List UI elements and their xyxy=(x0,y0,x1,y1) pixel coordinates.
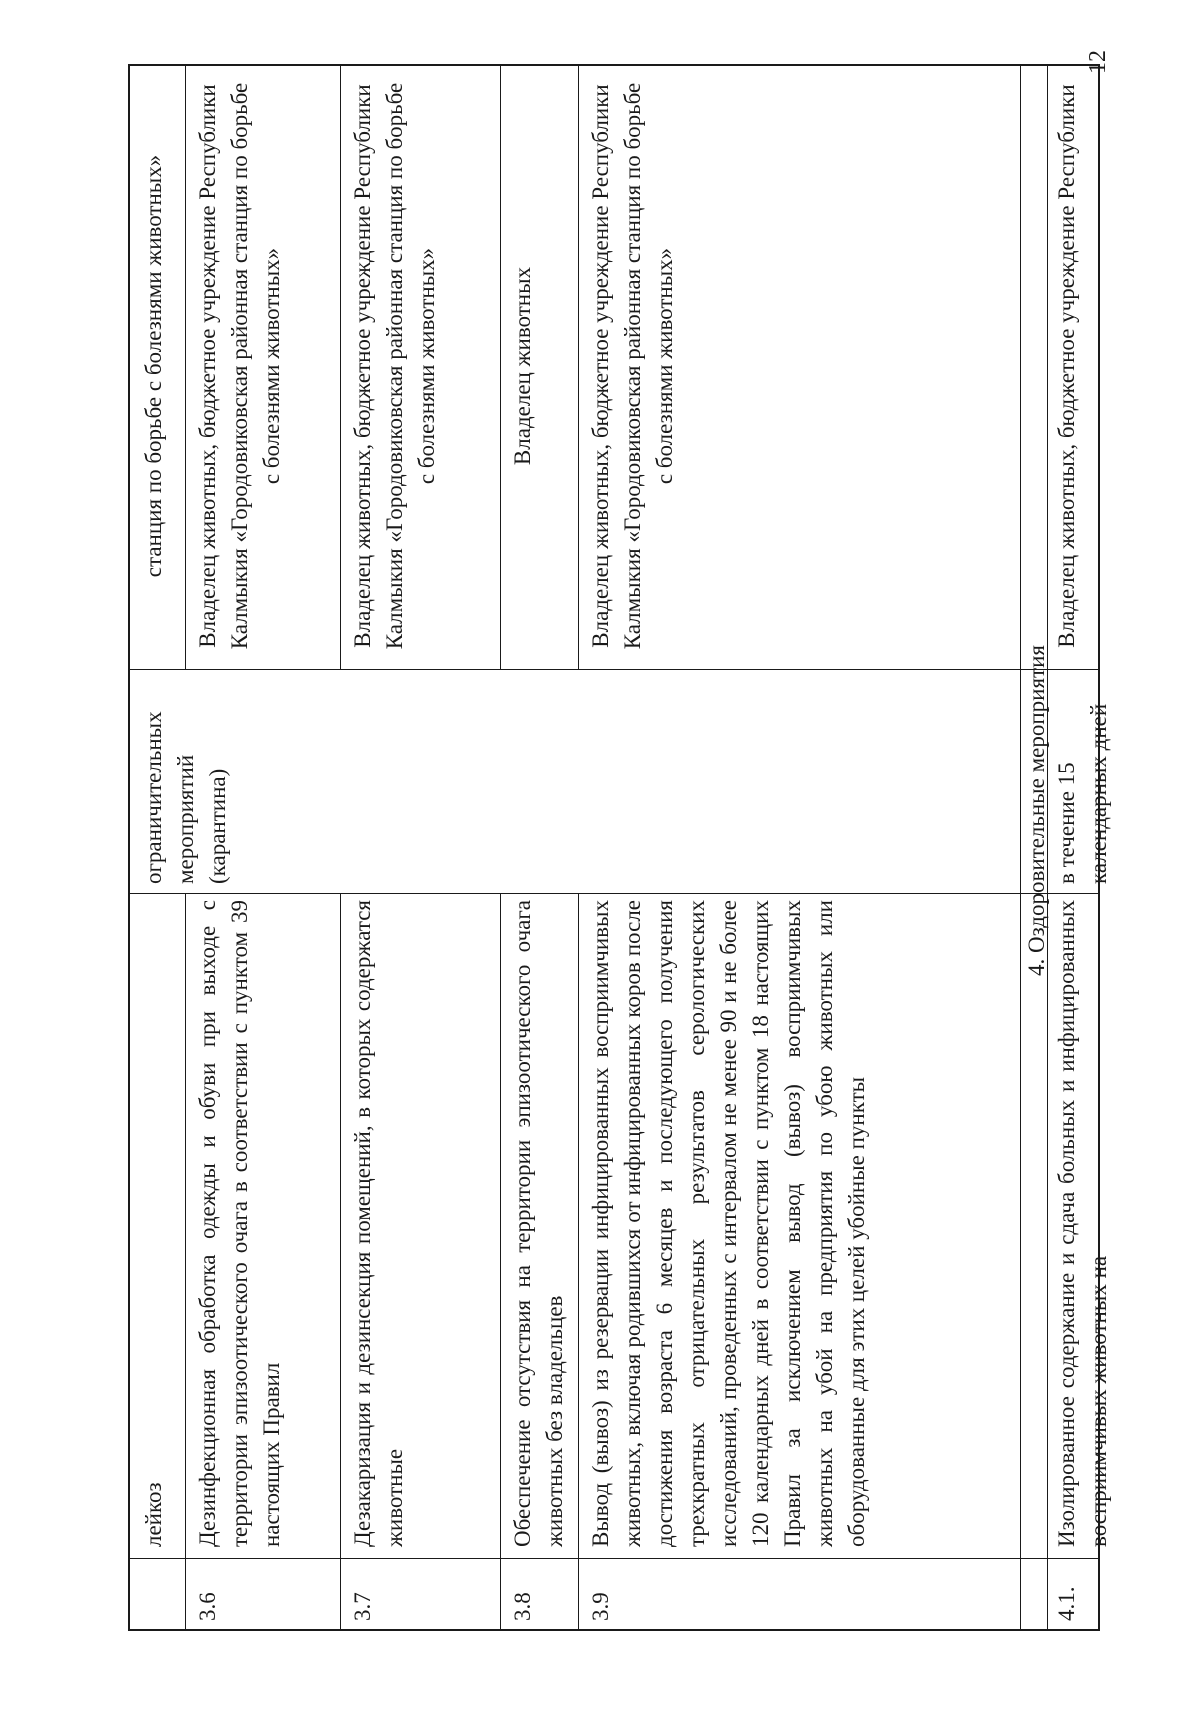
table-row-responsible: Владелец животных, бюджетное учреждение Республики Калмыкия «Городовиковская районная станция по борьбе с болезнями животных» xyxy=(350,82,439,650)
table-row-responsible: Владелец животных, бюджетное учреждение Республики Калмыкия «Городовиковская районная станция по борьбе с болезнями животных» xyxy=(195,82,284,650)
table-row-description: Вывод (вывоз) из резервации инфицированных восприимчивых животных, включая родившихся от инфицированных коров после достижения возраста 6 месяцев и последующего получения трехкратных отрицательных результатов серологических исследований, проведенных с интервалом не менее 90 и не более 120 календарных дней в соответствии с пунктом 18 настоящих Правил за исключением вывод (вывоз) восприимчивых животных на убой на предприятия по убою животных или оборудованные для этих целей убойные пункты xyxy=(588,900,869,1547)
table-row-description: Дезакаризация и дезинсекция помещений, в которых содержатся животные xyxy=(350,900,407,1547)
table-row-number: 3.6 xyxy=(195,1592,220,1621)
table-row-term: ограничительных мероприятий (карантина) xyxy=(141,711,230,884)
table-row-description: Обеспечение отсутствия на территории эпизоотического очага животных без владельцев xyxy=(510,900,567,1547)
table-row-number: 3.8 xyxy=(510,1592,535,1621)
table-row-responsible: станция по борьбе с болезнями животных» xyxy=(141,154,166,578)
table-row-responsible: Владелец животных, бюджетное учреждение Республики Калмыкия «Городовиковская районная станция по борьбе с болезнями животных» xyxy=(588,82,677,650)
table-row-number: 3.9 xyxy=(588,1592,613,1621)
section-title: 4. Оздоровительные мероприятия xyxy=(1024,645,1049,976)
table-row-description: Изолированное содержание и сдача больных и инфицированных восприимчивых животных на xyxy=(1054,900,1111,1547)
table-row-responsible: Владелец животных xyxy=(510,266,535,466)
table-row-description: Дезинфекционная обработка одежды и обуви при выходе с территории эпизоотического очага в соответствии с пунктом 39 настоящих Правил xyxy=(195,900,284,1547)
table-row-responsible: Владелец животных, бюджетное учреждение Республики xyxy=(1054,84,1079,648)
table-row-term: в течение 15 календарных дней xyxy=(1054,703,1111,884)
measures-table xyxy=(128,64,1111,1631)
table-row-description: лейкоз xyxy=(141,1482,166,1547)
page-number: 12 xyxy=(1085,50,1111,74)
table-row-number: 4.1. xyxy=(1054,1586,1079,1621)
table-row-number: 3.7 xyxy=(350,1592,375,1621)
